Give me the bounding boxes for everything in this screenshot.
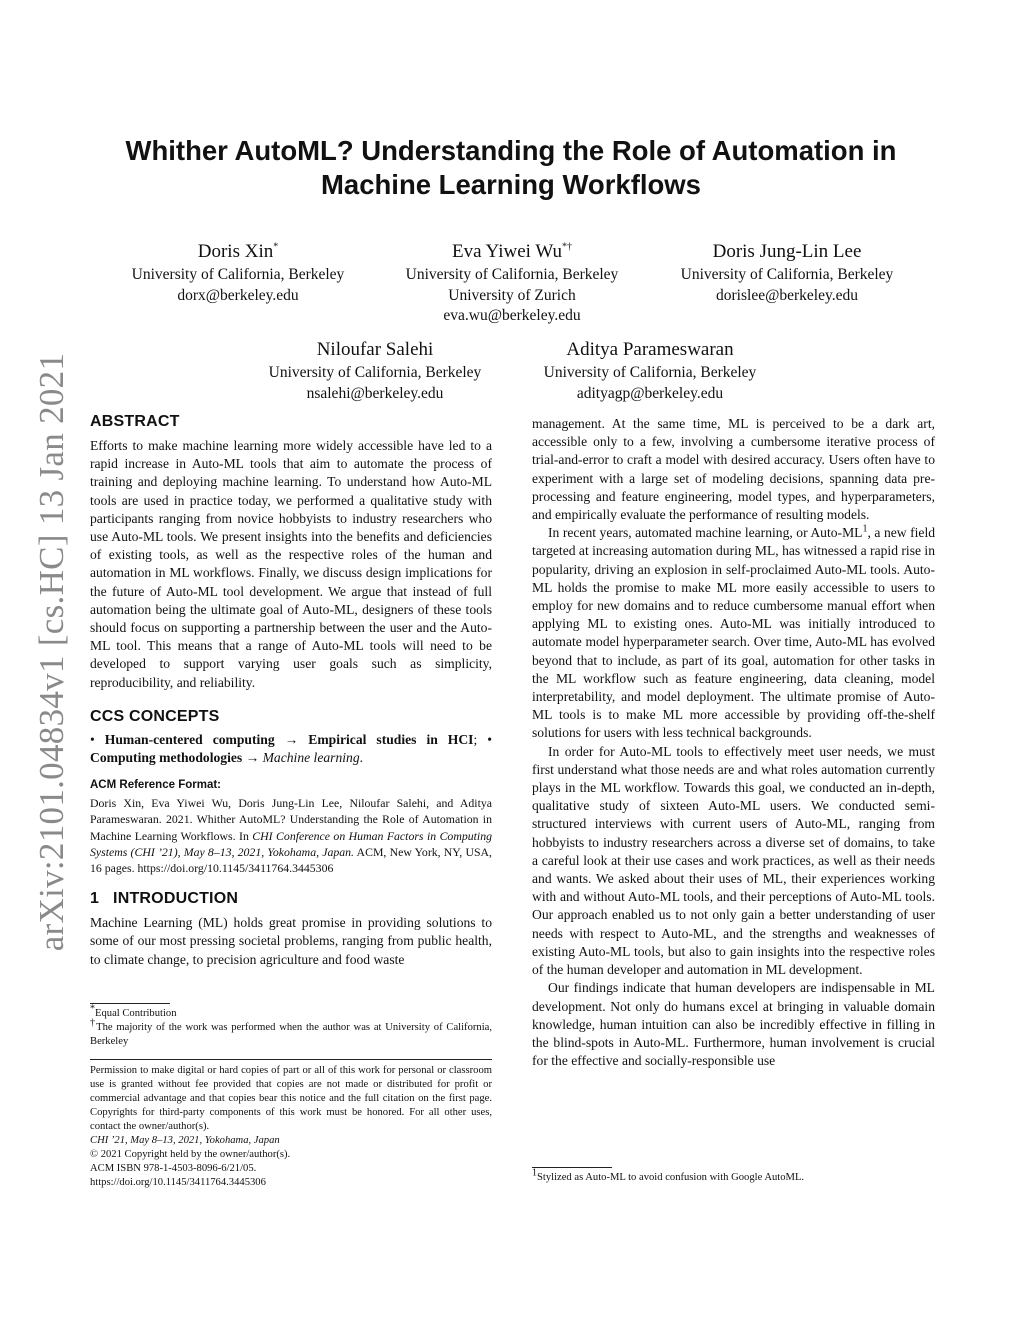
footnote-automl: $^1$Stylized as Auto-ML to avoid confusion with Google AutoML. — [532, 1167, 805, 1183]
author-affiliation-2: University of Zurich — [448, 286, 576, 304]
author-block-4 — [225, 338, 525, 404]
ccs-concept-empirical: Empirical studies in HCI — [308, 731, 474, 747]
author-name: Eva Yiwei Wu*† — [451, 241, 573, 262]
permission-block — [90, 1059, 492, 1190]
author-affiliation: University of California, Berkeley — [680, 266, 894, 283]
ccs-end: . — [359, 750, 364, 766]
acm-ref-venue: CHI Conference on Human Factors in Computing Systems (CHI ’21), May 8–13, 2021, Yokohama, Japan. — [90, 828, 493, 859]
ccs-bullet: • — [90, 731, 95, 747]
ccs-concept-hcc: Human-centered computing — [104, 731, 275, 747]
footnote-majority-work: †The majority of the work was performed when the author was at University of California, Berkeley — [90, 1017, 493, 1047]
ccs-heading: CCS CONCEPTS — [90, 707, 220, 725]
intro-paragraph-2: In recent years, automated machine learning, or Auto-$ML^1$, a new field targeted at increasing automation during ML, has witnessed a rapid rise in popularity, driving an explosion in self-proclaimed Auto-ML tools. Auto-ML holds the promise to make ML more easily accessible to users to employ for new domains and to reduce cumbersome manual effort when applying ML to existing ones. Auto-ML was initially introduced to automate model hyperparameter search. Over time, Auto-ML has evolved beyond that to include, as part of its goal, automation for other tasks in the ML workflow such as feature engineering, data cleaning, model interpretability, and model deployment. The ultimate promise of Auto-ML tools is to make ML more accessible by providing off-the-shelf solutions for users with less technical backgrounds. — [532, 523, 936, 741]
author-email[interactable]: dorislee@berkeley.edu — [716, 286, 858, 304]
section-number: 1 — [90, 890, 100, 908]
permission-doi[interactable]: https://doi.org/10.1145/3411764.3445306 — [90, 1177, 266, 1188]
arxiv-stamp — [30, 352, 74, 952]
author-name: Niloufar Salehi — [316, 339, 434, 360]
permission-text: Permission to make digital or hard copies of part or all of this work for personal or classroom use is granted without fee provided that copies are not made or distributed for profit or commercial advantage and that copies bear this notice and the full citation on the first page. Copyrights for third-party components of this work must be honored. For all other uses, contact the owner/author(s). — [90, 1065, 492, 1132]
permission-isbn: ACM ISBN 978-1-4503-8096-6/21/05. — [90, 1163, 257, 1174]
ccs-arrow: → — [284, 731, 299, 747]
footnote-ref-1[interactable]: 1 — [862, 523, 868, 535]
footnote-rule — [90, 1003, 170, 1004]
right-footnote — [532, 1167, 935, 1185]
intro-paragraph-3: In order for Auto-ML tools to effectively meet user needs, we must first understand what those needs are and what roles automation currently plays in the ML workflow. Towards this goal, we conducted an in-depth, qualitative study of sixteen Auto-ML users. We conducted semi-structured interviews with current users of Auto-ML, ranging from hobbyists to industry researchers across a diverse set of domains, to take a careful look at their use cases and work practices, as well as their needs and wants. We asked about their uses of ML, their experiences working with and without Auto-ML tools, and their perceptions of Auto-ML tools. Our approach enabled us to not only gain a better understanding of user needs with respect to Auto-ML, and the strengths and weaknesses of existing Auto-ML tools, but also to gain insights into the respective roles of the human developer and automation in ML development. — [532, 743, 935, 978]
author-block-2 — [362, 240, 662, 327]
permission-rule — [90, 1059, 492, 1060]
ccs-concepts — [90, 731, 492, 767]
footnote-equal-contribution: *Equal Contribution — [90, 1003, 177, 1019]
ccs-separator: ; • — [473, 731, 493, 747]
author-email[interactable]: adityagp@berkeley.edu — [576, 384, 724, 402]
intro-paragraph-4: Our findings indicate that human developers are indispensable in ML development. Not only do humans excel at bringing in valuable domain knowledge, human intuition can also be incredibly effective in filling in the blind-spots in Auto-ML. Furthermore, human involvement is crucial for the effective and socially-responsible use — [532, 980, 935, 1069]
author-name: Doris Xin* — [197, 241, 279, 262]
ccs-concept-ml: Machine learning — [262, 750, 360, 766]
author-affiliation: University of California, Berkeley — [268, 364, 482, 381]
author-block-1 — [88, 240, 388, 306]
intro-paragraph-1: Machine Learning (ML) holds great promise in providing solutions to some of our most pressing societal problems, ranging from public health, to climate change, to precision agriculture and food waste — [90, 915, 492, 967]
intro-paragraph-1-continued: management. At the same time, ML is perceived to be a dark art, accessible only to a few, involving a cumbersome iterative process of trial-and-error to craft a model with desired accuracy. Users often have to experiment with a large set of modeling decisions, spanning data pre-processing and feature engineering, model types, and hyperparameters, and empirically evaluate the performance of resulting models. — [532, 416, 935, 523]
paper-title-line-2: Machine Learning Workflows — [321, 169, 701, 200]
ccs-concept-computing: Computing methodologies — [90, 750, 243, 766]
arxiv-stamp-text: arXiv:2101.04834v1 [cs.HC] 13 Jan 2021 — [32, 352, 71, 952]
author-email[interactable]: eva.wu@berkeley.edu — [443, 307, 581, 324]
author-name: Doris Jung-Lin Lee — [712, 241, 862, 262]
left-column — [90, 411, 492, 969]
author-name: Aditya Parameswaran — [566, 339, 734, 360]
footnote-rule-right — [532, 1167, 612, 1168]
author-affiliation: University of California, Berkeley — [543, 364, 757, 381]
abstract-heading: ABSTRACT — [90, 413, 180, 430]
right-column — [532, 415, 935, 1070]
acm-ref-text: Doris Xin, Eva Yiwei Wu, Doris Jung-Lin Lee, Niloufar Salehi, and Aditya Parameswaran. 2021. Whither AutoML? Understanding the Role of Automation in Machine Learning Workflows. In CHI Conference on Human Factors in Computing Systems (CHI ’21), May 8–13, 2021, Yokohama, Japan. ACM, New York, NY, USA, 16 pages. https://doi.org/10.1145/3411764.3445306 — [90, 796, 493, 876]
left-footnotes — [90, 1003, 492, 1049]
author-block-5 — [500, 338, 800, 404]
paper-title-line-1: Whither AutoML? Understanding the Role of Automation in — [125, 135, 897, 166]
acm-ref-heading: ACM Reference Format: — [90, 779, 221, 792]
author-email[interactable]: nsalehi@berkeley.edu — [306, 384, 444, 402]
ccs-arrow-2: → — [245, 750, 260, 766]
author-mark: *† — [562, 241, 573, 253]
author-email[interactable]: dorx@berkeley.edu — [177, 286, 299, 304]
paper-title — [90, 134, 932, 202]
author-block-3 — [637, 240, 937, 306]
intro-heading: 1 INTRODUCTION — [90, 890, 239, 908]
author-mark: * — [273, 241, 279, 253]
author-affiliation: University of California, Berkeley — [405, 266, 619, 283]
author-affiliation: University of California, Berkeley — [131, 266, 345, 283]
permission-venue: CHI ’21, May 8–13, 2021, Yokohama, Japan — [90, 1135, 280, 1146]
permission-copyright: © 2021 Copyright held by the owner/author(s). — [90, 1149, 291, 1160]
abstract-text: Efforts to make machine learning more widely accessible have led to a rapid increase in Auto-ML tools that aim to automate the process of training and deploying machine learning. To understand how Auto-ML tools are used in practice today, we performed a qualitative study with participants ranging from novice hobbyists to industry researchers who use Auto-ML tools. We present insights into the benefits and deficiencies of existing tools, as well as the respective roles of the human and automation in ML workflows. Finally, we discuss design implications for the future of Auto-ML tool development. We argue that instead of full automation being the ultimate goal of Auto-ML, designers of these tools should focus on supporting a partnership between the user and the Auto-ML tool. This means that a range of Auto-ML tools will need to be developed to support varying user goals such as simplicity, reproducibility, and reliability. — [90, 438, 492, 690]
